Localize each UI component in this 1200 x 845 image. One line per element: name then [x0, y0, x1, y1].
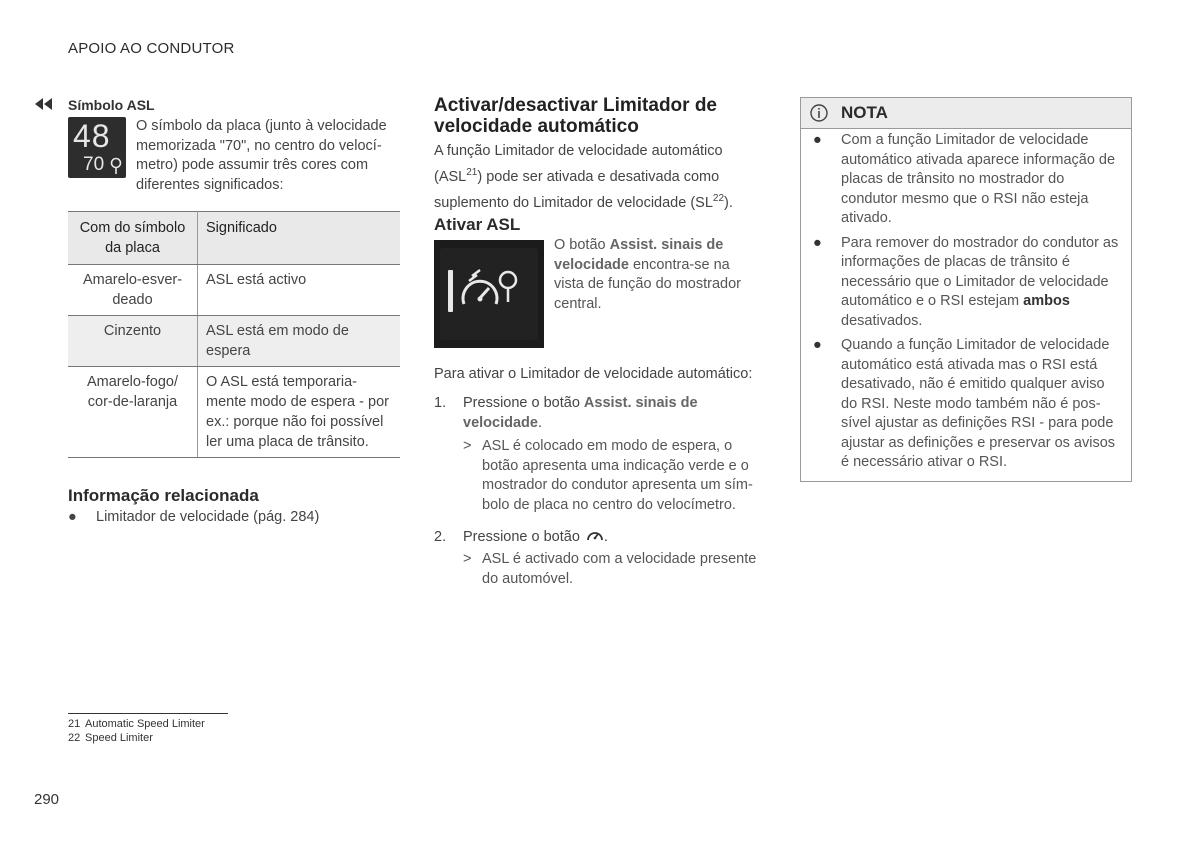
- note-header: [801, 98, 1131, 129]
- step-text: .: [537, 415, 542, 431]
- table-header-meaning: Significado: [198, 212, 401, 265]
- step-text: Pressione o botão: [463, 529, 580, 545]
- table-cell-meaning: ASL está em modo de espera: [198, 316, 401, 367]
- footnote-ref: 22: [712, 192, 725, 204]
- footnote-text: Speed Limiter: [85, 732, 153, 744]
- asl-sign-image: [68, 117, 126, 178]
- table-cell-meaning: ASL está activo: [198, 265, 401, 316]
- speed-sign-pin-icon: [108, 157, 124, 175]
- section-header: APOIO AO CONDUTOR: [68, 40, 235, 57]
- intro-paragraph: [434, 141, 764, 214]
- button-name: Assist. sinais de velocidade: [554, 237, 724, 273]
- table-header-row: [68, 212, 400, 265]
- note-text: Com a função Limitador de velocidade automático ativada aparece informação de placas de trânsito no mostrador do condutor mesmo que o RSI não esteja ativado.: [841, 132, 1116, 226]
- result-text: ASL é colocado em modo de espera, o botão apresenta uma indicação verde e o mostrador do condutor apresenta um símbolo de placa no centro do velocímetro.: [482, 438, 753, 513]
- activation-lead: Para ativar o Limitador de velocidade automático:: [434, 366, 753, 382]
- note-text: Para remover do mostrador do condutor as informações de placas de trânsito é necessário que o Limitador de velocidade automático e o RSI estejam: [841, 234, 1119, 309]
- note-emphasis: ambos: [1023, 293, 1070, 309]
- bullet-icon: ●: [68, 509, 77, 525]
- subsection-title: Ativar ASL: [434, 215, 521, 234]
- footnote: [68, 732, 153, 744]
- note-list: [801, 131, 1131, 478]
- result-arrow-icon: >: [463, 551, 472, 567]
- button-name: Assist. sinais de velocidade: [463, 395, 698, 431]
- table-cell-color: Cinzento: [68, 316, 198, 367]
- footnote-number: 22: [68, 732, 81, 744]
- step-2-result: [463, 550, 763, 589]
- step-1-result: [463, 437, 763, 515]
- bullet-icon: ●: [813, 337, 822, 353]
- intro-text: A função Limitador de velocidade automático (ASL: [434, 143, 723, 185]
- table-row: [68, 265, 400, 316]
- button-description: [554, 236, 754, 314]
- step-text: Pressione o botão: [463, 395, 584, 411]
- bullet-icon: ●: [813, 132, 822, 148]
- table-row: [68, 367, 400, 458]
- table-cell-color: Amarelo-fogo/ cor-de-laranja: [68, 367, 198, 458]
- table-cell-meaning: O ASL está temporariamente modo de espera - por ex.: porque não foi possível ler uma placa de trânsito.: [198, 367, 401, 458]
- list-item: [801, 131, 1131, 229]
- sign-speed-big: 48: [73, 118, 111, 154]
- list-item: [801, 336, 1131, 473]
- footnote-number: 21: [68, 718, 81, 730]
- color-meaning-table: [68, 211, 400, 458]
- page-number: 290: [34, 791, 60, 808]
- section-title: Activar/desactivar Limitador de velocidade automático: [434, 95, 717, 137]
- intro-text: ).: [724, 194, 733, 211]
- step-2: [434, 527, 754, 547]
- result-arrow-icon: >: [463, 438, 472, 454]
- step-text: .: [603, 529, 608, 545]
- footnote-divider: [68, 713, 228, 714]
- related-info-title: Informação relacionada: [68, 486, 259, 505]
- table-row: [68, 316, 400, 367]
- note-text: Quando a função Limitador de velocidade automático está ativada mas o RSI está desativado, não é emitido qualquer aviso do RSI. Neste modo também não é possível ajustar as definições RSI - para pode ajustar as definições e preservar os avisos é necessário ativar o RSI.: [841, 337, 1116, 470]
- footnote: [68, 718, 205, 730]
- note-box: [800, 97, 1132, 482]
- footnote-text: Automatic Speed Limiter: [85, 718, 205, 730]
- note-label: NOTA: [841, 103, 888, 122]
- double-chevron-left-icon: [34, 97, 54, 111]
- speed-sign-assist-icon: [434, 240, 544, 348]
- related-link[interactable]: [68, 509, 319, 525]
- result-text: ASL é activado com a velocidade presente do automóvel.: [482, 551, 757, 587]
- note-text: desativados.: [841, 312, 923, 329]
- sign-speed-small: 70: [83, 154, 105, 175]
- speed-sign-assist-button-image: [434, 240, 544, 348]
- text: O botão: [554, 237, 610, 253]
- related-link-text[interactable]: Limitador de velocidade (pág. 284): [96, 509, 320, 525]
- bullet-icon: ●: [813, 234, 822, 251]
- step-1: [434, 393, 754, 433]
- symbol-asl-title: Símbolo ASL: [68, 97, 155, 113]
- text: encontra-se na vista de função do mostrador central.: [554, 256, 741, 312]
- step-number: 2.: [434, 529, 447, 545]
- list-item: [801, 234, 1131, 332]
- speedometer-icon: [586, 527, 604, 543]
- intro-text: ) pode ser ativada e desativada como suplemento do Limitador de velocidade (SL: [434, 168, 720, 211]
- table-header-color: Com do símbolo da placa: [68, 212, 198, 265]
- symbol-description: O símbolo da placa (junto à velocidade memorizada "70", no centro do velocímetro) pode assumir três cores com diferentes significados:: [136, 118, 387, 193]
- info-icon: [810, 104, 828, 122]
- table-cell-color: Amarelo-esverdeado: [68, 265, 198, 316]
- footnote-ref: 21: [466, 167, 478, 178]
- step-number: 1.: [434, 395, 447, 411]
